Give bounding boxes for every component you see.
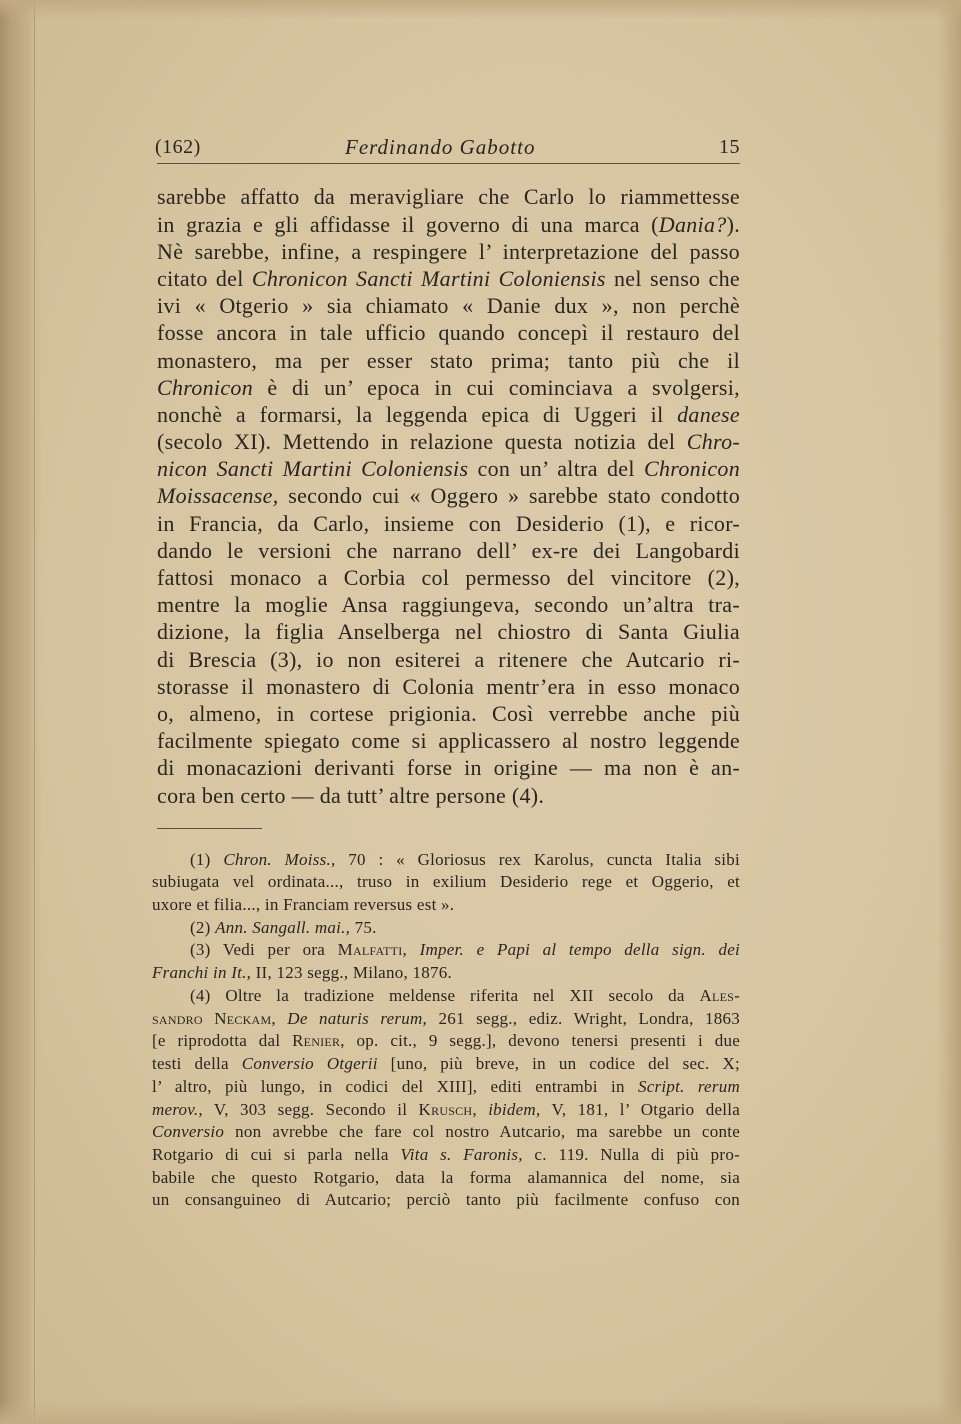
page-bottom-edge xyxy=(0,1400,961,1424)
footnote-line xyxy=(152,1121,740,1144)
roman-run: citato del xyxy=(157,265,252,291)
footnote-line xyxy=(152,1099,740,1122)
footnote-line xyxy=(152,939,740,962)
footnote-3 xyxy=(152,939,740,984)
page-right-edge xyxy=(937,0,961,1424)
text-line xyxy=(157,319,740,346)
text-line xyxy=(157,455,740,482)
italic-run: Chronicon xyxy=(157,374,253,400)
italic-run: Script. rerum xyxy=(637,1076,740,1096)
roman-run: fosse ancora in tale ufficio quando concepì il restauro del xyxy=(157,320,740,346)
roman-run: subiugata vel ordinata..., truso in exilium Desiderio rege et Oggerio, et xyxy=(152,872,740,892)
roman-run: 70 : « Gloriosus rex Karolus, cuncta Italia sibi xyxy=(335,849,740,869)
roman-run: nel senso che xyxy=(605,265,740,291)
text-line xyxy=(157,537,740,564)
roman-run: (1) xyxy=(190,849,224,869)
roman-run: [e riprodotta dal xyxy=(152,1031,293,1051)
text-line xyxy=(157,727,740,754)
footnote-line xyxy=(152,1030,740,1053)
italic-run: merov., xyxy=(152,1099,203,1119)
footnote-line xyxy=(152,985,740,1008)
smallcaps-run: Ales- xyxy=(699,985,740,1005)
roman-run: di monacazioni derivanti forse in origine — ma non è an- xyxy=(157,755,740,781)
italic-run: Imper. e Papi al tempo della sign. dei xyxy=(419,940,740,960)
roman-run: V, 303 segg. Secondo il xyxy=(202,1099,419,1119)
roman-run: dando le versioni che narrano dell’ ex-re dei Langobardi xyxy=(157,537,740,563)
footnote-line xyxy=(152,1076,740,1099)
text-line xyxy=(157,782,740,809)
roman-run: testi della xyxy=(152,1054,242,1074)
text-line xyxy=(157,374,740,401)
italic-run: Chronicon xyxy=(644,456,740,482)
roman-run: con un’ altra del xyxy=(468,456,644,482)
header-rule xyxy=(157,163,740,164)
footnotes xyxy=(152,849,740,1213)
italic-run: Ann. Sangall. mai., xyxy=(215,917,351,937)
footnote-line xyxy=(152,1189,740,1212)
roman-run: (4) Oltre la tradizione meldense riferita nel XII secolo da xyxy=(190,985,700,1005)
smallcaps-run: Malfatti xyxy=(337,940,403,960)
paragraph-1 xyxy=(157,183,740,808)
roman-run: di Brescia (3), io non esiterei a ritenere che Autcario ri- xyxy=(157,646,740,672)
footnote-line xyxy=(152,849,740,872)
roman-run: , xyxy=(402,940,420,960)
text-line xyxy=(157,265,740,292)
text-line xyxy=(157,591,740,618)
roman-run: [uno, più breve, in un codice del sec. X; xyxy=(377,1054,740,1074)
italic-run: Chronicon Sancti Martini Coloniensis xyxy=(251,265,606,291)
text-line xyxy=(157,673,740,700)
italic-run: ibidem, xyxy=(488,1099,541,1119)
italic-run: Chro- xyxy=(686,429,740,455)
smallcaps-run: Renier xyxy=(292,1031,341,1051)
footnote-1 xyxy=(152,849,740,917)
text-line xyxy=(157,700,740,727)
page-top-edge xyxy=(0,0,961,20)
page-number: 15 xyxy=(719,136,740,158)
footnote-rule xyxy=(157,828,262,829)
text-line xyxy=(157,428,740,455)
footnote-line xyxy=(152,1053,740,1076)
roman-run: Nè sarebbe, infine, a respingere l’ interpretazione del passo xyxy=(157,238,740,264)
footnote-line xyxy=(152,917,740,940)
roman-run: in Francia, da Carlo, insieme con Desiderio (1), e ricor- xyxy=(157,510,740,536)
roman-run: V, 181, l’ Otgario della xyxy=(540,1099,740,1119)
footnote-line xyxy=(152,962,740,985)
gutter-fold-line xyxy=(34,0,35,1424)
roman-run: c. 119. Nulla di più pro- xyxy=(522,1144,740,1164)
roman-run: è di un’ epoca in cui cominciava a svolgersi, xyxy=(253,374,740,400)
body-text xyxy=(157,183,740,808)
smallcaps-run: sandro Neckam xyxy=(152,1008,272,1028)
text-line xyxy=(157,754,740,781)
roman-run: in grazia e gli affidasse il governo di una marca ( xyxy=(157,211,659,237)
running-head xyxy=(155,134,740,160)
running-title: Ferdinando Gabotto xyxy=(345,135,536,159)
footnote-line xyxy=(152,1144,740,1167)
roman-run: babile che questo Rotgario, data la forma alamannica del nome, sia xyxy=(152,1167,740,1187)
footnote-4 xyxy=(152,985,740,1212)
roman-run: (secolo XI). Mettendo in relazione questa notizia del xyxy=(157,429,687,455)
text-line xyxy=(157,510,740,537)
text-line xyxy=(157,292,740,319)
roman-run: , xyxy=(472,1099,489,1119)
roman-run: , xyxy=(271,1008,288,1028)
roman-run: (2) xyxy=(190,917,216,937)
roman-run: un consanguineo di Autcario; perciò tanto più facilmente confuso con xyxy=(152,1190,740,1210)
page-gutter-shadow xyxy=(0,0,42,1424)
roman-run: nonchè a formarsi, la leggenda epica di Uggeri il xyxy=(157,401,678,427)
roman-run: cora ben certo — da tutt’ altre persone (4). xyxy=(157,782,545,808)
footnote-2 xyxy=(152,917,740,940)
italic-run: nicon Sancti Martini Coloniensis xyxy=(157,456,469,482)
italic-run: Conversio xyxy=(152,1122,225,1142)
roman-run: ). xyxy=(726,211,740,237)
roman-run: facilmente spiegato come si applicassero al nostro leggende xyxy=(157,728,740,754)
text-line xyxy=(157,482,740,509)
text-line xyxy=(157,564,740,591)
italic-run: danese xyxy=(677,401,740,427)
roman-run: storasse il monastero di Colonia mentr’era in esso monaco xyxy=(157,673,740,699)
roman-run: II, 123 segg., Milano, 1876. xyxy=(251,963,452,983)
italic-run: Vita s. Faronis, xyxy=(400,1144,523,1164)
italic-run: Moissacense, xyxy=(157,483,279,509)
roman-run: (3) Vedi per ora xyxy=(190,940,338,960)
text-line xyxy=(157,618,740,645)
text-line xyxy=(157,238,740,265)
roman-run: 75. xyxy=(350,917,377,937)
roman-run: 261 segg., ediz. Wright, Londra, 1863 xyxy=(427,1008,740,1028)
roman-run: l’ altro, più lungo, in codici del XIII], editi entrambi in xyxy=(152,1076,638,1096)
italic-run: Conversio Otgerii xyxy=(241,1054,378,1074)
footnote-line xyxy=(152,871,740,894)
text-line xyxy=(157,401,740,428)
roman-run: fattosi monaco a Corbia col permesso del vincitore (2), xyxy=(157,565,740,591)
roman-run: dizione, la figlia Anselberga nel chiostro di Santa Giulia xyxy=(157,619,740,645)
text-line xyxy=(157,183,740,210)
roman-run: , op. cit., 9 segg.], devono tenersi presenti i due xyxy=(340,1031,740,1051)
footnote-line xyxy=(152,1008,740,1031)
roman-run: mentre la moglie Ansa raggiungeva, secondo un’altra tra- xyxy=(157,592,740,618)
italic-run: De naturis rerum, xyxy=(287,1008,428,1028)
roman-run: monastero, ma per esser stato prima; tanto più che il xyxy=(157,347,740,373)
page-folio: (162) xyxy=(155,136,201,158)
text-line xyxy=(157,646,740,673)
text-line xyxy=(157,211,740,238)
footnote-line xyxy=(152,894,740,917)
roman-run: sarebbe affatto da meravigliare che Carlo lo riammettesse xyxy=(157,184,740,210)
roman-run: uxore et filia..., in Franciam reversus est ». xyxy=(152,895,455,915)
roman-run: Rotgario di cui si parla nella xyxy=(152,1144,401,1164)
roman-run: ivi « Otgerio » sia chiamato « Danie dux », non perchè xyxy=(157,293,740,319)
roman-run: o, almeno, in cortese prigionia. Così verrebbe anche più xyxy=(157,700,740,726)
footnote-line xyxy=(152,1167,740,1190)
roman-run: secondo cui « Oggero » sarebbe stato condotto xyxy=(278,483,740,509)
italic-run: Franchi in It., xyxy=(152,963,252,983)
roman-run: non avrebbe che fare col nostro Autcario, ma sarebbe un conte xyxy=(224,1122,740,1142)
text-line xyxy=(157,347,740,374)
smallcaps-run: Krusch xyxy=(418,1099,473,1119)
italic-run: Chron. Moiss., xyxy=(223,849,336,869)
italic-run: Dania? xyxy=(658,211,727,237)
